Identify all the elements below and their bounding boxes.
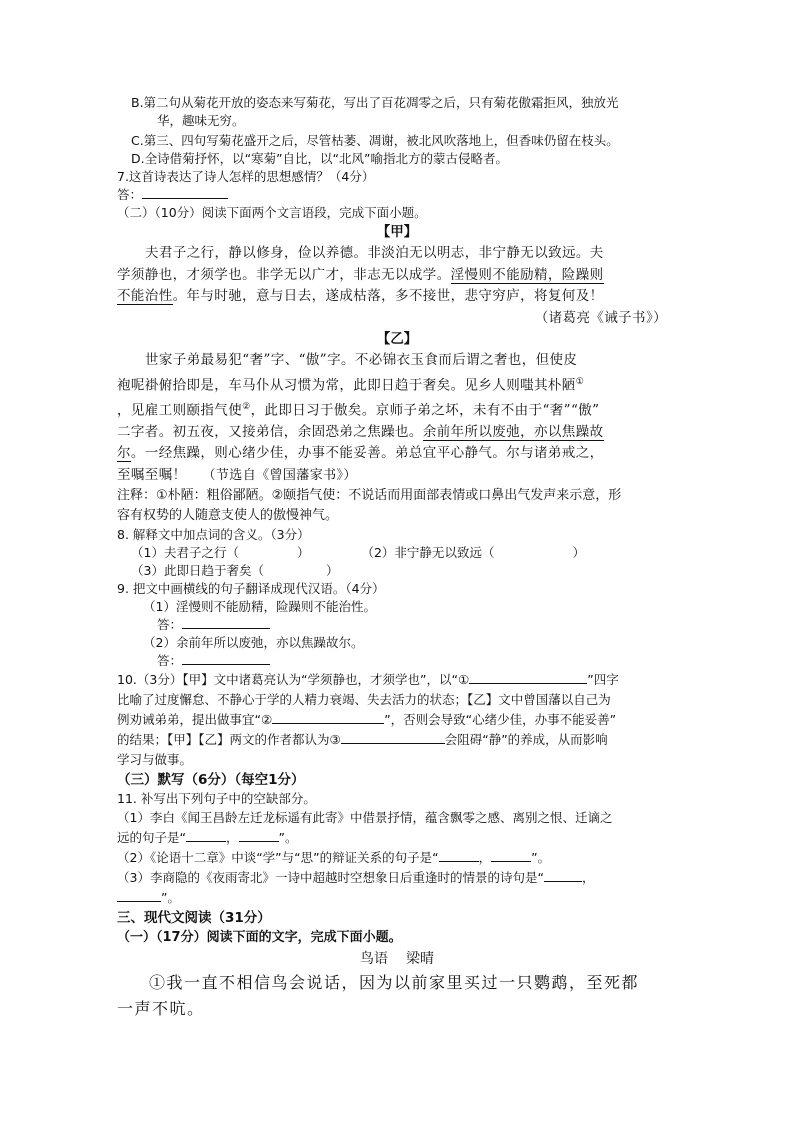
article-title: 鸟语 [360,951,388,967]
question-10-line1 [117,670,677,690]
question-8-row2 [117,562,677,580]
q11-text: ， [225,830,239,845]
modern-reading-subheading: （一）（17分）阅读下面的文字，完成下面小题。 [117,930,402,945]
q9-sentence1: （1）淫慢则不能励精，险躁则不能治性。 [143,599,376,614]
annotation-line1: 注释：①朴陋：粗俗鄙陋。②颐指气使：不说话而用面部表情或口鼻出气发声来示意，形 [117,488,622,503]
passage-yi-source: （节选自《曾国藩家书》） [202,467,357,483]
question-8-row1 [117,544,677,562]
answer-label: 答： [117,187,143,202]
q10-text: ”四字 [587,672,619,687]
question-10-line3 [117,710,677,730]
q8-item3: （3）此即日趋于奢矣（ [131,563,264,578]
q11-text: ， [478,850,492,865]
q11-blank[interactable] [186,829,226,842]
q11-item1-line1: （1）李白《闻王昌龄左迁龙标遥有此寄》中借景抒情，蕴含飘零之感、离别之恨、迁谪之 [117,810,613,825]
underlined-sentence: 余前年所以废弛，亦以焦躁故 [422,423,604,440]
passage-jia-source: （诸葛亮《诫子书》） [534,309,667,326]
paren-close: ） [572,545,585,560]
q11-item1-line2 [117,828,677,848]
exam-page [117,94,677,1022]
q11-blank[interactable] [491,849,531,862]
footnote-marker: ② [242,401,251,412]
q11-text: （2）《论语十二章》中谈“学”与“思”的辩证关系的句子是“ [117,850,439,865]
q10-text: 例劝诫弟弟，提出做事宜“② [117,712,273,727]
passage-jia-title: 【甲】 [376,224,418,240]
question-11: 11. 补写出下列句子中的空缺部分。 [117,791,316,806]
passage-yi-line1: 世家子弟最易犯“奢”字、“傲”字。不必锦衣玉食而后谓之奢也，但使皮 [145,352,578,368]
q10-text: 的结果；【甲】【乙】两文的作者都认为③ [117,732,341,747]
q9-answer1 [117,616,677,634]
question-10-line4 [117,730,677,750]
q10-blank3[interactable] [341,731,445,744]
q11-item3-line2 [117,888,677,908]
q11-text: ”。 [531,850,551,865]
q9-sentence2: （2）余前年所以废弛，亦以焦躁故尔。 [143,635,364,650]
option-b-line1: B.第二句从菊花开放的姿态来写菊花，写出了百花凋零之后，只有菊花傲霜拒风，独放光 [131,95,619,110]
q11-text: （3）李商隐的《夜雨寄北》一诗中超越时空想象日后重逢时的情景的诗句是“ [117,870,544,885]
passage-yi-line2 [117,372,677,397]
answer-7-blank[interactable] [142,186,228,199]
q11-blank[interactable] [544,869,582,882]
q8-item1: （1）夫君子之行（ [131,545,239,560]
article-title-line [117,948,677,970]
passage-text: 。一经焦躁，则心绪少佳，办事不能妥善。弟总宜平心静气。尔与诸弟戒之， [130,445,604,461]
paren-close: ） [325,563,339,578]
option-b-line2: 华，趣味无穷。 [157,113,245,128]
passage-jia-line1: 夫君子之行，静以修身，俭以养德。非淡泊无以明志，非宁静无以致远。夫 [145,245,604,261]
q11-text: 远的句子是“ [117,830,186,845]
answer-label: 答： [157,617,183,632]
modern-reading-heading: 三、现代文阅读（31分） [117,910,271,926]
annotation-line2: 容有权势的人随意支使人的傲慢神气。 [117,508,339,523]
underlined-sentence: 淫慢则不能励精，险躁则 [450,266,604,283]
question-10-line2: 比喻了过度懈怠、不静心于学的人精力衰竭、失去活力的状态；【乙】文中曾国藩以自己为 [117,692,611,707]
passage-yi-line3 [117,397,677,422]
underlined-sentence: 不能治性 [117,288,173,304]
q10-text: ”，否则会导致“心绪少佳，办事不能妥善” [384,712,617,727]
q11-text: ”。 [161,890,180,905]
passage-text: 。年与时驰，意与日去，遂成枯落，多不接世，悲守穷庐，将复何及！ [172,288,604,304]
q9-answer2 [117,652,677,670]
q10-text: 会阻碍“静”的养成，从而影响 [444,732,608,747]
footnote-marker: ① [575,376,585,387]
article-paragraph1-line1: ①我一直不相信鸟会说话，因为以前家里买过一只鹦鹉，至死都 [149,973,640,992]
q11-item2 [117,848,677,868]
q11-item3-line1 [117,868,677,888]
passage-yi-line5 [117,443,677,465]
q10-blank1[interactable] [469,671,587,684]
question-7: 7.这首诗表达了诗人怎样的思想感情？（4分） [117,169,375,184]
passage-text: 二字者。初五夜，又接弟信，余固恐弟之焦躁也。 [117,423,423,440]
article-author: 梁晴 [406,951,434,967]
passage-text: ，此即日习于傲矣。京师子弟之坏，未有不由于“奢”“傲” [250,402,600,418]
q8-item2: （2）非宁静无以致远（ [361,545,495,560]
q10-text: 10.（3分）【甲】文中诸葛亮认为“学须静也，才须学也”，以“① [117,672,470,687]
part2-heading: （二）（10分）阅读下面两个文言语段，完成下面小题。 [117,205,427,220]
passage-yi-line6 [117,465,677,487]
q11-text: ， [581,870,595,885]
passage-jia-line3 [117,286,677,308]
question-10-line5: 学习与做事。 [117,752,193,767]
passage-text: 袍呢褂俯拾即是，车马仆从习惯为常，此即日趋于奢矣。见乡人则嗤其朴陋 [117,377,576,393]
answer-7-line [117,186,677,204]
option-d: D.全诗借菊抒怀，以“寒菊”自比，以“北风”喻指北方的蒙古侵略者。 [131,151,509,166]
article-paragraph1-line2: 一声不吭。 [117,999,205,1018]
q9-answer1-blank[interactable] [182,616,270,629]
q10-blank2[interactable] [272,711,384,724]
question-8: 8. 解释文中加点词的含义。（3分） [117,527,310,542]
q11-blank[interactable] [439,849,479,862]
option-c: C.第三、四句写菊花盛开之后，尽管枯萎、凋谢，被北风吹落地上，但香味仍留在枝头。 [131,133,619,148]
q9-answer2-blank[interactable] [182,652,270,665]
question-9: 9. 把文中画横线的句子翻译成现代汉语。（4分） [117,581,385,596]
part3-heading: （三）默写（6分）（每空1分） [117,772,305,788]
passage-text: 至嘱至嘱！ [117,466,187,483]
passage-text: ，见雇工则颐指气使 [117,402,243,418]
q11-text: ”。 [278,830,298,845]
q11-blank[interactable] [239,829,279,842]
passage-text: 学须静也，才须学也。非学无以广才，非志无以成学。 [117,266,451,283]
answer-label: 答： [157,653,183,668]
paren-close: ） [296,545,310,560]
passage-yi-line4 [117,422,677,444]
passage-yi-title: 【乙】 [376,331,418,347]
underlined-sentence: 尔 [117,445,131,461]
passage-jia-line2 [117,265,677,287]
q11-blank[interactable] [117,889,161,902]
